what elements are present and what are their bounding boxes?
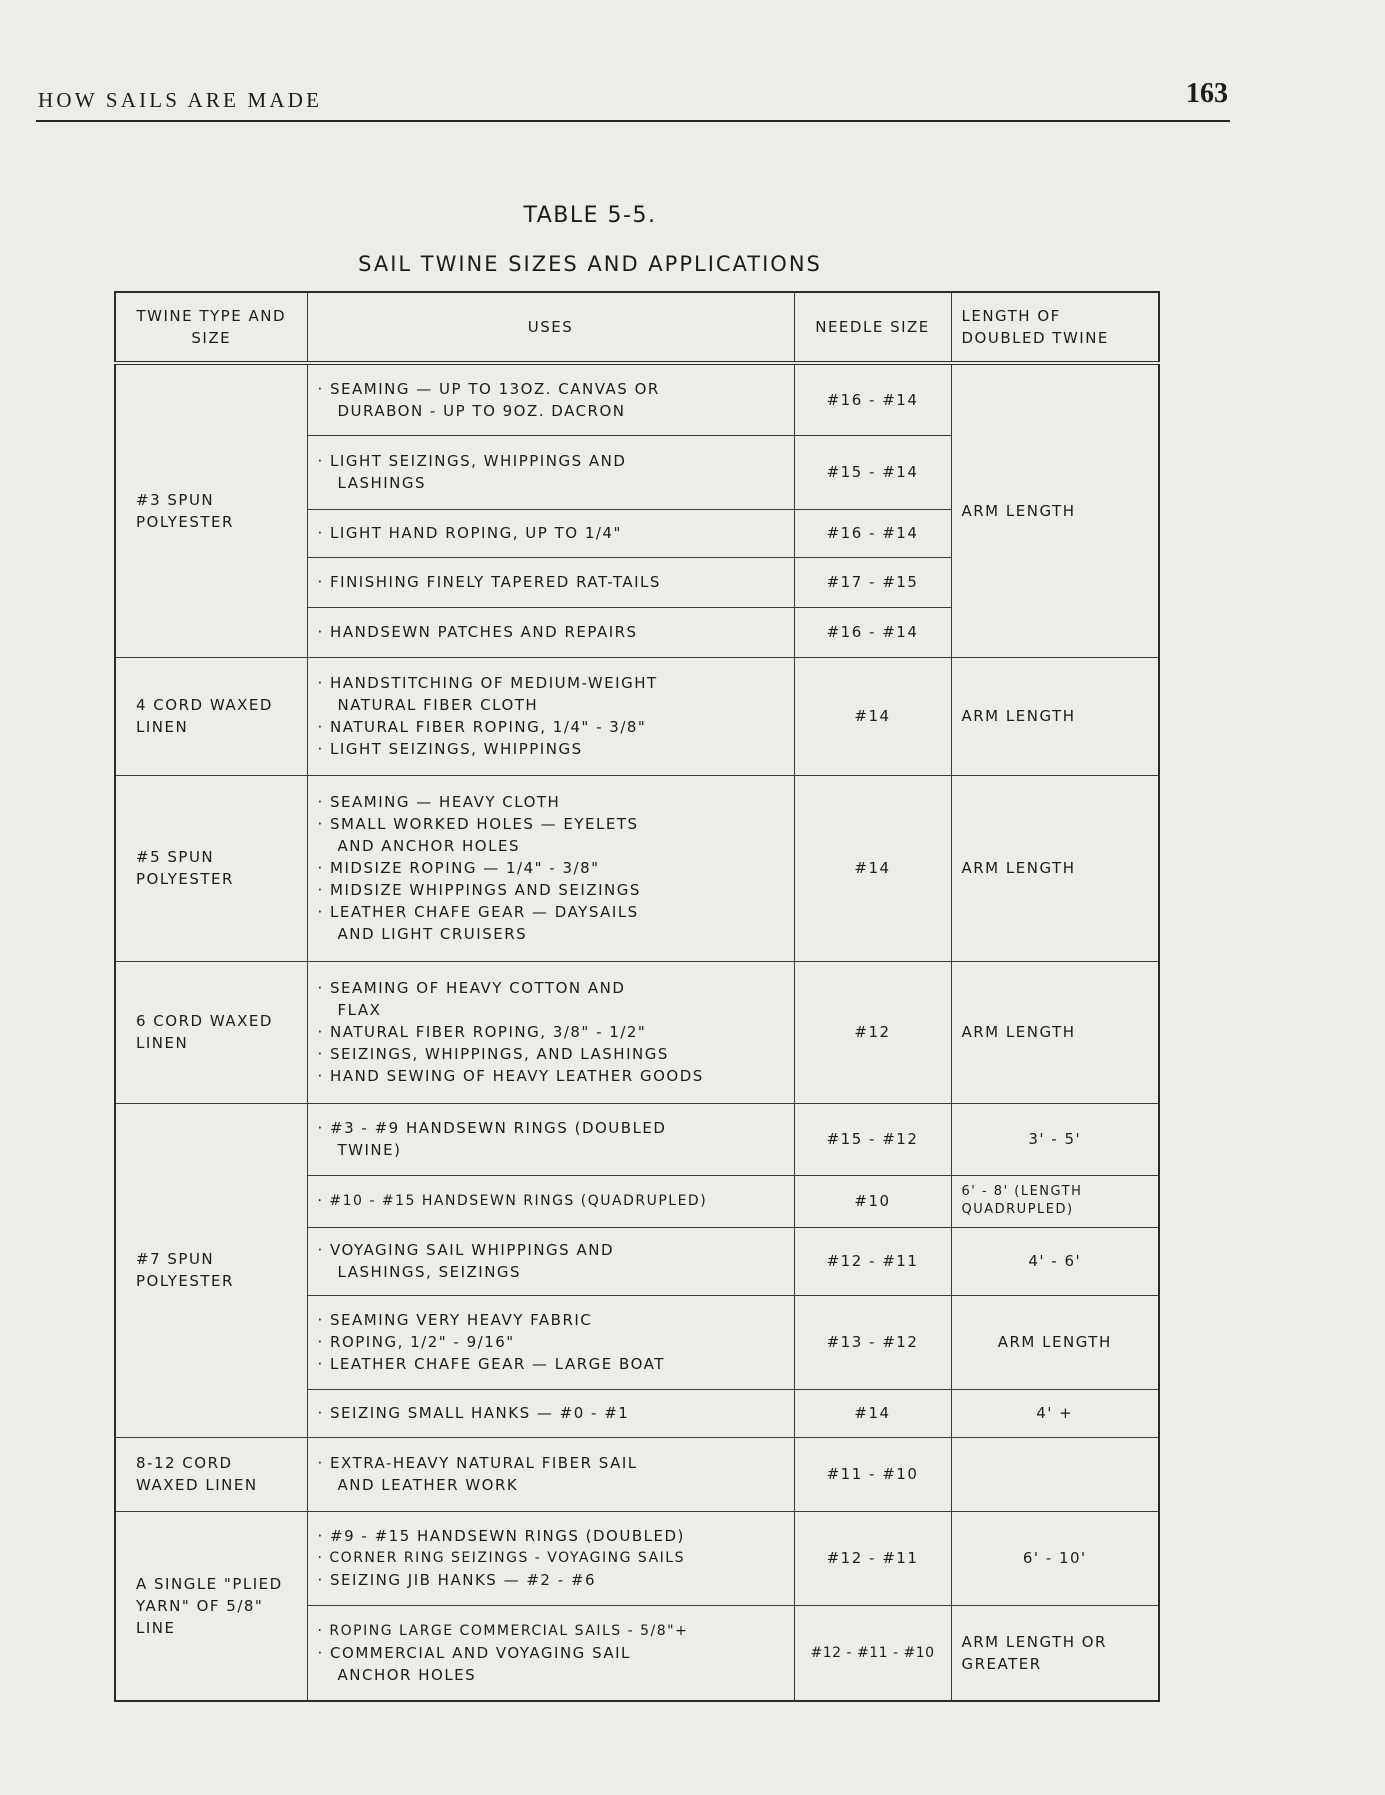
use-line: TWINE): [337, 1141, 402, 1159]
column-header-needle: NEEDLE SIZE: [794, 292, 951, 363]
use-line: · HAND SEWING OF HEAVY LEATHER GOODS: [317, 1067, 704, 1085]
header-rule: [36, 120, 1230, 122]
use-line: · FINISHING FINELY TAPERED RAT-TAILS: [317, 573, 661, 591]
use-line: · HANDSTITCHING OF MEDIUM-WEIGHT: [317, 674, 658, 692]
use-line: · CORNER RING SEIZINGS - VOYAGING SAILS: [317, 1550, 685, 1566]
length-cell: ARM LENGTH: [951, 961, 1159, 1103]
uses-cell: [307, 1605, 794, 1701]
use-line: LASHINGS: [337, 474, 427, 492]
needle-size-cell: #14: [794, 1389, 951, 1437]
length-cell: ARM LENGTH: [951, 657, 1159, 775]
table-title: SAIL TWINE SIZES AND APPLICATIONS: [358, 252, 822, 276]
column-header-uses: USES: [307, 292, 794, 363]
use-line: · MIDSIZE WHIPPINGS AND SEIZINGS: [317, 881, 641, 899]
use-line: · SEAMING — UP TO 13OZ. CANVAS OR: [317, 379, 660, 398]
length-cell: ARM LENGTH: [951, 1295, 1159, 1389]
needle-size-cell: #12 - #11: [794, 1511, 951, 1605]
needle-size-cell: #17 - #15: [794, 557, 951, 607]
use-line: · SEIZING SMALL HANKS — #0 - #1: [317, 1404, 630, 1422]
twine-type-cell: 8-12 CORD WAXED LINEN: [115, 1437, 307, 1511]
needle-size-cell: #11 - #10: [794, 1437, 951, 1511]
needle-size-cell: #14: [794, 657, 951, 775]
use-line: · LIGHT SEIZINGS, WHIPPINGS: [317, 740, 583, 758]
use-line: FLAX: [337, 1001, 382, 1019]
use-line: · VOYAGING SAIL WHIPPINGS AND: [317, 1241, 615, 1259]
length-cell: 6' - 10': [951, 1511, 1159, 1605]
use-line: · LEATHER CHAFE GEAR — DAYSAILS: [317, 903, 639, 921]
table-number: TABLE 5-5.: [523, 203, 657, 228]
uses-cell: [307, 363, 794, 435]
use-line: · LIGHT SEIZINGS, WHIPPINGS AND: [317, 452, 627, 470]
uses-cell: [307, 557, 794, 607]
use-line: · EXTRA-HEAVY NATURAL FIBER SAIL: [317, 1454, 638, 1472]
table-row: [115, 657, 1159, 775]
needle-size-cell: #16 - #14: [794, 509, 951, 557]
needle-size-cell: #16 - #14: [794, 363, 951, 435]
needle-size-cell: #12 - #11 - #10: [794, 1605, 951, 1701]
twine-table: [114, 291, 1160, 1702]
uses-cell: [307, 1389, 794, 1437]
running-head: HOW SAILS ARE MADE: [38, 88, 323, 112]
twine-type-cell: #7 SPUN POLYESTER: [115, 1103, 307, 1437]
use-line: · #10 - #15 HANDSEWN RINGS (QUADRUPLED): [317, 1193, 708, 1209]
twine-type-cell: #3 SPUN POLYESTER: [115, 363, 307, 657]
needle-size-cell: #16 - #14: [794, 607, 951, 657]
table-row: [115, 1103, 1159, 1175]
uses-cell: [307, 1511, 794, 1605]
use-line: · LIGHT HAND ROPING, UP TO 1/4": [317, 524, 622, 542]
needle-size-cell: #13 - #12: [794, 1295, 951, 1389]
twine-type-cell: A SINGLE "PLIED YARN" OF 5/8" LINE: [115, 1511, 307, 1701]
needle-size-cell: #14: [794, 775, 951, 961]
length-cell: 3' - 5': [951, 1103, 1159, 1175]
length-cell: ARM LENGTH OR GREATER: [951, 1605, 1159, 1701]
length-cell: 4' +: [951, 1389, 1159, 1437]
use-line: · SEAMING VERY HEAVY FABRIC: [317, 1311, 593, 1329]
use-line: · SEIZING JIB HANKS — #2 - #6: [317, 1571, 597, 1589]
table-row: [115, 775, 1159, 961]
length-cell: ARM LENGTH: [951, 363, 1159, 657]
uses-cell: [307, 961, 794, 1103]
table-row: [115, 363, 1159, 435]
column-header-length: LENGTH OF DOUBLED TWINE: [951, 292, 1159, 363]
twine-type-cell: 6 CORD WAXED LINEN: [115, 961, 307, 1103]
length-cell: ARM LENGTH: [951, 775, 1159, 961]
needle-size-cell: #10: [794, 1175, 951, 1227]
uses-cell: [307, 657, 794, 775]
use-line: AND LEATHER WORK: [337, 1476, 519, 1494]
page-number: 163: [1186, 78, 1228, 109]
use-line: AND ANCHOR HOLES: [337, 837, 520, 855]
uses-cell: [307, 775, 794, 961]
use-line: · SEAMING — HEAVY CLOTH: [317, 793, 561, 811]
use-line: · HANDSEWN PATCHES AND REPAIRS: [317, 623, 638, 641]
uses-cell: [307, 607, 794, 657]
table-header-row: [115, 292, 1159, 363]
uses-cell: [307, 1295, 794, 1389]
table-row: [115, 961, 1159, 1103]
use-line: · ROPING, 1/2" - 9/16": [317, 1333, 515, 1351]
use-line: · ROPING LARGE COMMERCIAL SAILS - 5/8"+: [317, 1622, 689, 1639]
use-line: · #9 - #15 HANDSEWN RINGS (DOUBLED): [317, 1527, 685, 1545]
needle-size-cell: #12: [794, 961, 951, 1103]
uses-cell: [307, 1437, 794, 1511]
use-line: · SEAMING OF HEAVY COTTON AND: [317, 979, 626, 997]
length-cell: 4' - 6': [951, 1227, 1159, 1295]
twine-type-cell: #5 SPUN POLYESTER: [115, 775, 307, 961]
use-line: AND LIGHT CRUISERS: [337, 925, 528, 943]
length-cell: 6' - 8' (LENGTH QUADRUPLED): [951, 1175, 1159, 1227]
use-line: LASHINGS, SEIZINGS: [337, 1263, 522, 1281]
uses-cell: [307, 1227, 794, 1295]
use-line: · COMMERCIAL AND VOYAGING SAIL: [317, 1643, 631, 1662]
twine-type-cell: 4 CORD WAXED LINEN: [115, 657, 307, 775]
use-line: · MIDSIZE ROPING — 1/4" - 3/8": [317, 859, 600, 877]
length-cell: [951, 1437, 1159, 1511]
column-header-twine: TWINE TYPE AND SIZE: [115, 292, 307, 363]
needle-size-cell: #15 - #14: [794, 435, 951, 509]
uses-cell: [307, 435, 794, 509]
use-line: DURABON - UP TO 9OZ. DACRON: [337, 401, 626, 420]
use-line: · NATURAL FIBER ROPING, 1/4" - 3/8": [317, 718, 647, 736]
use-line: · NATURAL FIBER ROPING, 3/8" - 1/2": [317, 1023, 647, 1041]
uses-cell: [307, 1175, 794, 1227]
use-line: · LEATHER CHAFE GEAR — LARGE BOAT: [317, 1355, 665, 1373]
table-body: [115, 363, 1159, 1701]
use-line: ANCHOR HOLES: [337, 1665, 477, 1684]
use-line: · SMALL WORKED HOLES — EYELETS: [317, 815, 639, 833]
uses-cell: [307, 509, 794, 557]
table-row: [115, 1437, 1159, 1511]
table-row: [115, 1511, 1159, 1605]
use-line: NATURAL FIBER CLOTH: [337, 696, 539, 714]
use-line: · SEIZINGS, WHIPPINGS, AND LASHINGS: [317, 1045, 669, 1063]
needle-size-cell: #12 - #11: [794, 1227, 951, 1295]
needle-size-cell: #15 - #12: [794, 1103, 951, 1175]
use-line: · #3 - #9 HANDSEWN RINGS (DOUBLED: [317, 1119, 667, 1137]
uses-cell: [307, 1103, 794, 1175]
